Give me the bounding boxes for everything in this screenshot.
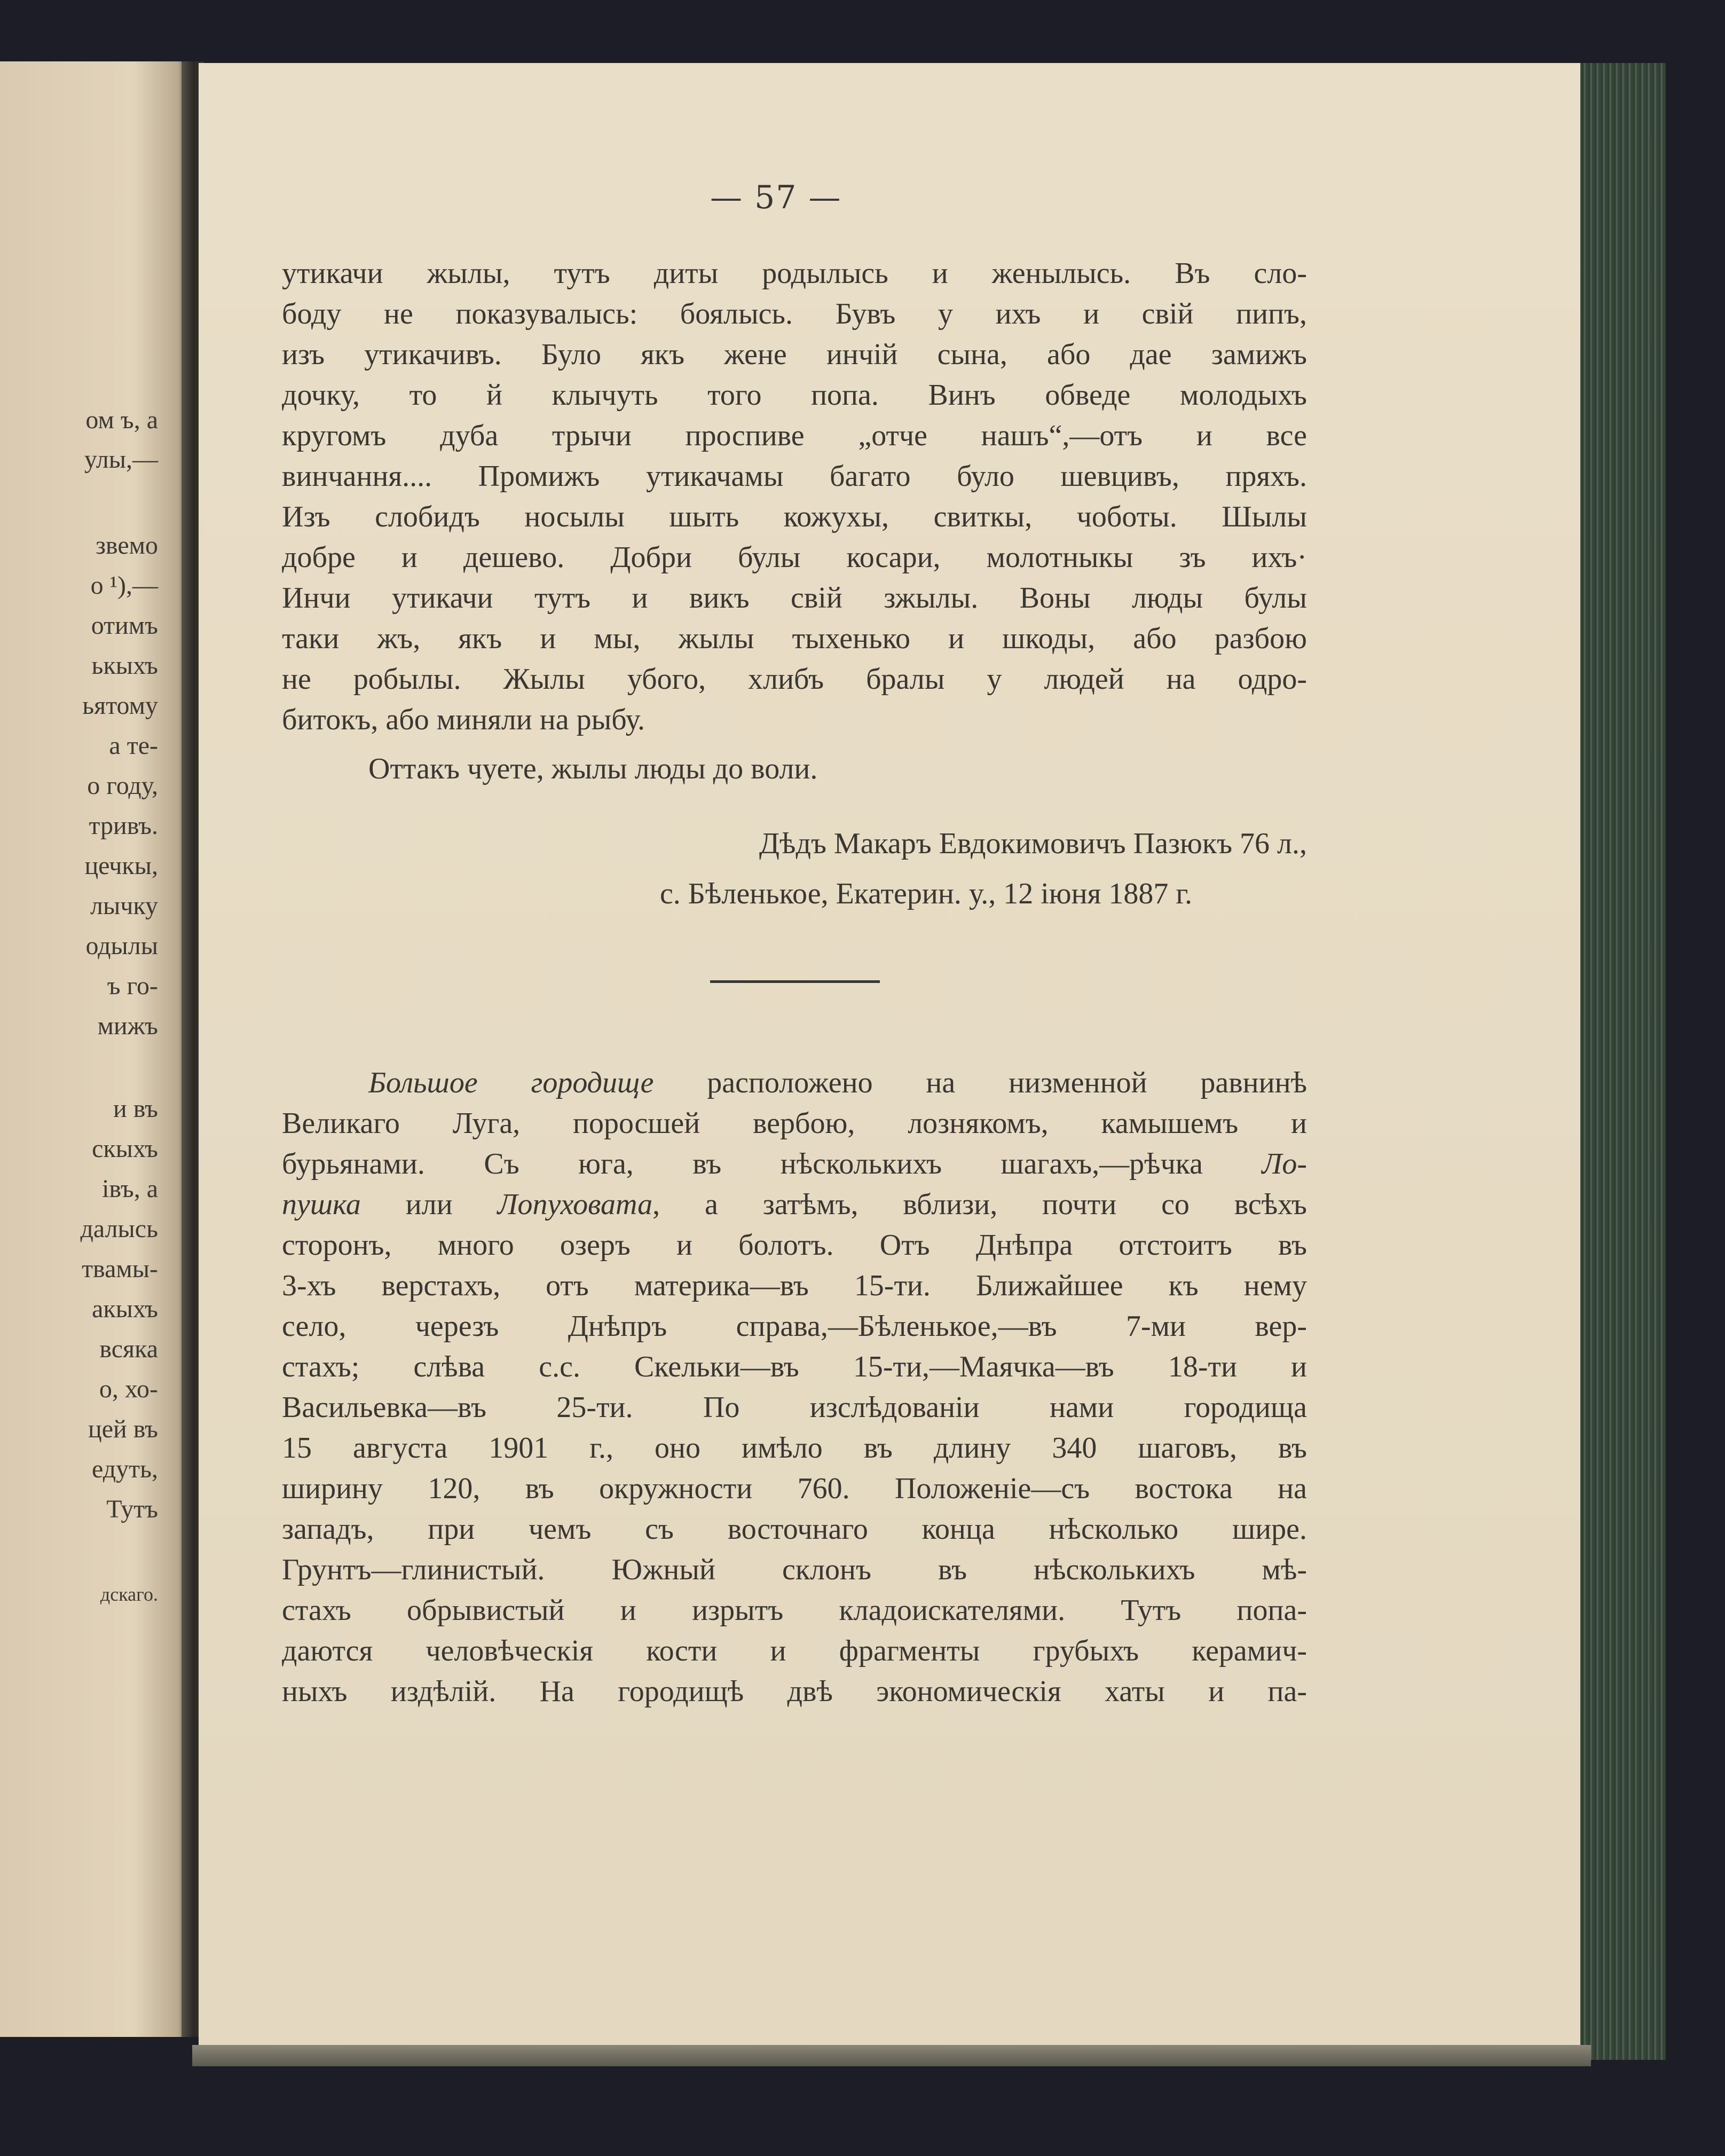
left-page-fragment: Тутъ: [106, 1495, 158, 1523]
left-page-fragment: всяка: [99, 1335, 158, 1363]
left-page-fragment: івъ, а: [102, 1175, 158, 1203]
description-line: Великаго Луга, поросшей вербою, лознякомъ, камышемъ и: [282, 1107, 1307, 1140]
left-page-fragment: мижъ: [97, 1012, 158, 1040]
description-text: или: [360, 1188, 498, 1221]
left-page-fragment: отимъ: [91, 611, 158, 640]
story-line: изъ утикачивъ. Було якъ жене инчій сына, або дае замижъ: [282, 338, 1307, 371]
left-page-fragment: ъ го-: [107, 972, 158, 1000]
left-page-fragment: далысь: [80, 1215, 158, 1243]
description-text: расположено на низменной равнинѣ: [653, 1066, 1307, 1099]
description-line: село, черезъ Днѣпръ справа,—Бѣленькое,—въ 7-ми вер-: [282, 1310, 1307, 1343]
river-name-italic: Ло-: [1262, 1147, 1307, 1181]
story-line: таки жъ, якъ и мы, жылы тыхенько и шкоды, або разбою: [282, 622, 1307, 655]
description-line: ширину 120, въ окружности 760. Положеніе—съ востока на: [282, 1472, 1307, 1505]
description-line: [282, 1149, 1307, 1179]
river-name-italic: Лопуховата: [497, 1188, 653, 1221]
left-page-fragment: дскаго.: [100, 1584, 158, 1605]
description-line: стахъ обрывистый и изрытъ кладоискателями. Тутъ попа-: [282, 1594, 1307, 1627]
left-page-fragment: о, хо-: [99, 1375, 158, 1403]
page-number: — 57 —: [710, 179, 842, 216]
attribution-line-1: Дѣдъ Макаръ Евдокимовичъ Пазюкъ 76 л.,: [759, 827, 1307, 860]
description-line: Грунтъ—глинистый. Южный склонъ въ нѣсколькихъ мѣ-: [282, 1553, 1307, 1586]
book-bottom-edge: [192, 2045, 1591, 2066]
story-line: винчання.... Промижъ утикачамы багато було шевцивъ, пряхъ.: [282, 460, 1307, 493]
description-line: [368, 1068, 1307, 1098]
left-page-fragment: скыхъ: [92, 1135, 158, 1163]
left-page-fragment: цечкы,: [84, 852, 158, 880]
description-line: сторонъ, много озеръ и болотъ. Отъ Днѣпра отстоитъ въ: [282, 1229, 1307, 1262]
story-line: Изъ слобидъ носылы шыть кожухы, свиткы, чоботы. Шылы: [282, 500, 1307, 533]
section-separator: [710, 980, 880, 983]
left-page-fragment: звемо: [95, 531, 158, 560]
description-line: Васильевка—въ 25-ти. По изслѣдованіи нами городища: [282, 1391, 1307, 1424]
story-line: кругомъ дуба трычи проспиве „отче нашъ“,—отъ и все: [282, 419, 1307, 452]
left-page-fragment: о ¹),—: [90, 571, 158, 600]
left-page-fragment: одылы: [85, 932, 158, 960]
left-page-fragment: а те-: [109, 731, 158, 760]
story-line: Инчи утикачи тутъ и викъ свій зжылы. Воны люды булы: [282, 581, 1307, 615]
story-closing: Оттакъ чуете, жылы люды до воли.: [368, 752, 818, 785]
left-page-fragment: ьятому: [82, 691, 158, 720]
left-page-fragment: улы,—: [84, 445, 158, 474]
left-page: [0, 61, 191, 2037]
left-page-fragment: о году,: [87, 772, 158, 800]
left-page-fragment: и въ: [113, 1095, 158, 1123]
attribution-line-2: с. Бѣленькое, Екатерин. у., 12 іюня 1887 г.: [659, 877, 1192, 910]
story-line: боду не показувалысь: боялысь. Бувъ у ихъ и свій пипъ,: [282, 297, 1307, 331]
description-line: [282, 1190, 1307, 1219]
description-text: , а затѣмъ, вблизи, почти со всѣхъ: [652, 1188, 1307, 1221]
site-name-italic: Большое городище: [368, 1066, 654, 1099]
page-block-edge: [1580, 63, 1666, 2060]
left-page-fragment: твамы-: [82, 1255, 158, 1283]
story-line: не робылы. Жылы убого, хлибъ бралы у людей на одро-: [282, 663, 1307, 696]
left-page-fragment: тривъ.: [89, 812, 158, 840]
description-text: бурьянами. Съ юга, въ нѣсколькихъ шагахъ,—рѣчка: [282, 1147, 1262, 1181]
left-page-fragment: лычку: [90, 892, 158, 920]
description-line: 3-хъ верстахъ, отъ материка—въ 15-ти. Ближайшее къ нему: [282, 1269, 1307, 1302]
left-page-fragment: едуть,: [92, 1455, 158, 1483]
description-line: даются человѣческія кости и фрагменты грубыхъ керамич-: [282, 1634, 1307, 1667]
description-line: стахъ; слѣва с.с. Скельки—въ 15-ти,—Маячка—въ 18-ти и: [282, 1350, 1307, 1383]
description-line: 15 августа 1901 г., оно имѣло въ длину 340 шаговъ, въ: [282, 1431, 1307, 1465]
story-line: битокъ, або миняли на рыбу.: [282, 703, 645, 736]
left-page-fragment: цей въ: [88, 1415, 158, 1443]
left-page-fragment: акыхъ: [92, 1295, 158, 1323]
description-line: ныхъ издѣлій. На городищѣ двѣ экономическія хаты и па-: [282, 1675, 1307, 1708]
story-line: добре и дешево. Добри булы косари, молотныкы зъ ихъ·: [282, 541, 1307, 574]
story-line: утикачи жылы, тутъ диты родылысь и женылысь. Въ сло-: [282, 257, 1307, 290]
description-line: западъ, при чемъ съ восточнаго конца нѣсколько шире.: [282, 1513, 1307, 1546]
left-page-fragment: ом ъ, а: [85, 406, 158, 434]
story-line: дочку, то й клычуть того попа. Винъ обведе молодыхъ: [282, 379, 1307, 412]
river-name-italic: пушка: [282, 1188, 361, 1221]
left-page-fragment: ькыхъ: [91, 651, 158, 680]
